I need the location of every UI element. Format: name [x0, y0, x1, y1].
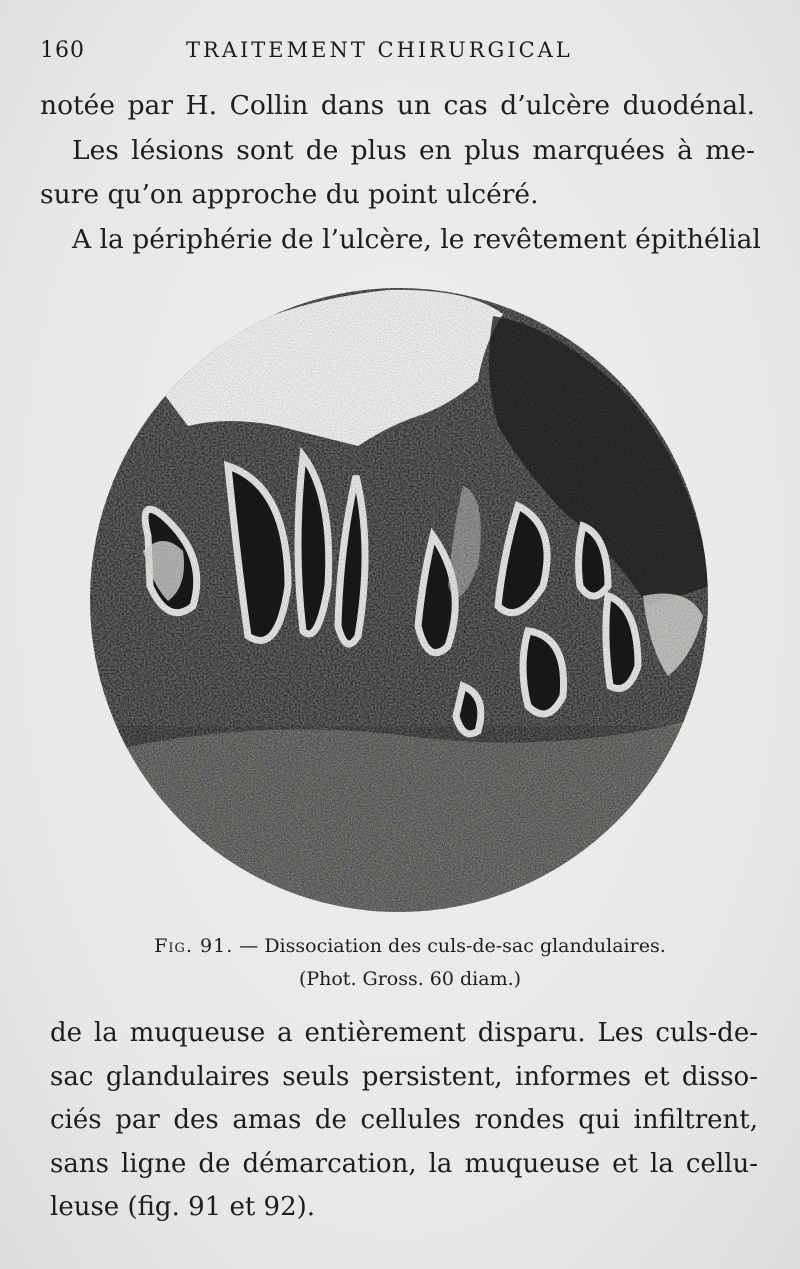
paragraph-bottom — [50, 1012, 758, 1230]
figure-label: Fig. 91. — [154, 935, 234, 957]
text-line: ciés par des amas de cellules rondes qui infiltrent, — [50, 1105, 758, 1135]
paragraph-top — [40, 84, 761, 262]
page-number: 160 — [40, 38, 85, 63]
caption-text: — Dissociation des culs-de-sac glandulaires. — [233, 935, 666, 957]
text-line: leuse (fig. 91 et 92). — [50, 1192, 316, 1222]
text-line: sure qu’on approche du point ulcéré. — [40, 179, 539, 210]
text-line: A la périphérie de l’ulcère, le revêtement épithélial — [72, 223, 761, 255]
text-line: Les lésions sont de plus en plus marquées à me- — [72, 134, 755, 166]
caption-line-1 — [100, 930, 720, 963]
running-head — [40, 38, 760, 66]
text-line: sans ligne de démarcation, la muqueuse et la cellu- — [50, 1148, 758, 1179]
text-line: de la muqueuse a entièrement disparu. Les culs-de- — [50, 1018, 758, 1048]
running-title: TRAITEMENT CHIRURGICAL — [186, 38, 573, 62]
figure-caption — [100, 930, 720, 996]
micrograph-image — [88, 286, 710, 914]
micrograph-figure — [88, 286, 710, 914]
caption-line-2: (Phot. Gross. 60 diam.) — [298, 968, 522, 990]
text-line: notée par H. Collin dans un cas d’ulcère duodénal. — [40, 90, 755, 121]
text-line: sac glandulaires seuls persistent, informes et disso- — [50, 1061, 758, 1092]
